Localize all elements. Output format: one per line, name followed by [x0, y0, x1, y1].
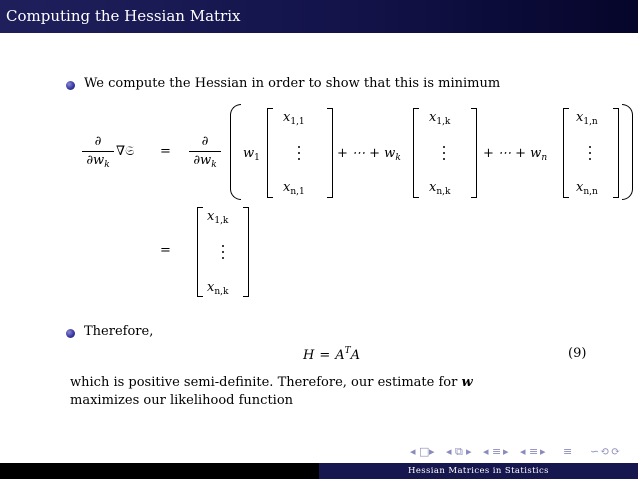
- wk-sub: k: [395, 153, 401, 163]
- plus-dots-wn: [483, 146, 547, 163]
- xn1-sub: n,1: [290, 187, 305, 197]
- x1n-sub: 1,n: [583, 117, 598, 127]
- hessian-lhs: H: [303, 348, 315, 363]
- vertical-dots-2: [442, 146, 446, 164]
- bullet-icon: [66, 81, 75, 90]
- nav-search-icon[interactable]: ∽: [590, 445, 600, 458]
- plus-dots-wn-text: + ⋯ + w: [483, 146, 542, 161]
- nav-next-frame-icon[interactable]: ▸: [429, 445, 435, 458]
- nav-prev-doc-icon[interactable]: ◂: [520, 445, 526, 458]
- w1-sub: 1: [254, 153, 260, 163]
- bullet-text-2: Therefore,: [84, 324, 154, 339]
- footer-section-title: Hessian Matrices in Statistics: [319, 463, 638, 479]
- vector1-left-bracket: [267, 108, 273, 198]
- equals-sign-1: =: [160, 144, 171, 159]
- nav-doc-icon[interactable]: ≡: [529, 445, 539, 458]
- plus-dots-wk-text: + ⋯ + w: [337, 146, 396, 161]
- x-var: x: [429, 180, 437, 195]
- left-paren: [230, 104, 241, 200]
- vector1-right-bracket: [327, 108, 333, 198]
- conclusion-line-2: maximizes our likelihood function: [70, 393, 294, 408]
- entry-x1k: [429, 110, 450, 127]
- x1k-sub: 1,k: [436, 117, 451, 127]
- nav-next-doc-icon[interactable]: ▸: [540, 445, 546, 458]
- vectork-left-bracket: [413, 108, 419, 198]
- fraction-bar: [82, 151, 114, 152]
- right-paren: [622, 104, 633, 200]
- fraction-bar: [189, 151, 221, 152]
- nav-next-subsection-icon[interactable]: ▸: [466, 445, 472, 458]
- footer-bar: [0, 463, 638, 479]
- vertical-dots-1: [297, 146, 301, 164]
- w1-coefficient: [243, 146, 260, 163]
- x11-sub: 1,1: [290, 117, 305, 127]
- rhs-den-sub: k: [211, 160, 217, 170]
- x-var: x: [576, 180, 584, 195]
- entry-x11: [283, 110, 305, 127]
- entry-xnn: [576, 180, 598, 197]
- vertical-dots-result: [221, 245, 225, 263]
- result-right-bracket: [243, 207, 249, 297]
- result-entry-xnk: [207, 280, 228, 297]
- nabla-s-term: ∇𝔖: [116, 144, 135, 159]
- x-var: x: [207, 209, 215, 224]
- x-var: x: [207, 280, 215, 295]
- x-var: x: [283, 180, 291, 195]
- rhs-partial-denominator: [189, 153, 221, 173]
- x-var: x: [576, 110, 584, 125]
- entry-x1n: [576, 110, 598, 127]
- result-left-bracket: [197, 207, 203, 297]
- nav-next-section-icon[interactable]: ▸: [503, 445, 509, 458]
- vectorn-left-bracket: [563, 108, 569, 198]
- w1-var: w: [243, 146, 255, 161]
- result-x1k-sub: 1,k: [214, 216, 229, 226]
- nav-toc-icon[interactable]: ≡: [563, 445, 573, 458]
- equals-sign-2: =: [160, 243, 171, 258]
- hessian-equation: [303, 346, 360, 363]
- xnk-sub: n,k: [436, 187, 451, 197]
- entry-xnk: [429, 180, 450, 197]
- entry-xn1: [283, 180, 305, 197]
- bullet-icon: [66, 329, 75, 338]
- equation-number: (9): [568, 346, 587, 361]
- lhs-partial-numerator: ∂: [94, 134, 102, 149]
- beamer-navigation: [410, 445, 625, 461]
- lhs-den-var: ∂w: [86, 153, 105, 168]
- slide-title: Computing the Hessian Matrix: [0, 0, 638, 33]
- vectorn-right-bracket: [613, 108, 619, 198]
- plus-dots-wk: [337, 146, 401, 163]
- rhs-partial-numerator: ∂: [201, 134, 209, 149]
- lhs-partial-fraction: [82, 134, 114, 173]
- bullet-text-1: We compute the Hessian in order to show that this is minimum: [84, 76, 501, 91]
- hessian-A1: A: [335, 348, 345, 363]
- conclusion-w-symbol: w: [461, 375, 473, 390]
- nav-frame-icon[interactable]: □: [419, 445, 430, 458]
- lhs-partial-denominator: [82, 153, 114, 173]
- conclusion-text-1: which is positive semi-definite. Therefore, our estimate for: [70, 375, 458, 390]
- rhs-den-var: ∂w: [193, 153, 212, 168]
- lhs-den-sub: k: [104, 160, 110, 170]
- nav-back-icon[interactable]: ⟲: [600, 445, 610, 458]
- xnn-sub: n,n: [583, 187, 598, 197]
- vectork-right-bracket: [471, 108, 477, 198]
- nav-prev-frame-icon[interactable]: ◂: [410, 445, 416, 458]
- x-var: x: [429, 110, 437, 125]
- nav-subsection-icon[interactable]: ⧉: [455, 445, 463, 458]
- vertical-dots-3: [588, 146, 592, 164]
- hessian-equals: =: [319, 348, 331, 363]
- rhs-partial-fraction: [189, 134, 221, 173]
- nav-prev-subsection-icon[interactable]: ◂: [446, 445, 452, 458]
- nav-section-icon[interactable]: ≡: [492, 445, 502, 458]
- result-entry-x1k: [207, 209, 228, 226]
- hessian-transpose: T: [344, 346, 351, 356]
- x-var: x: [283, 110, 291, 125]
- nav-forward-icon[interactable]: ⟳: [611, 445, 621, 458]
- nav-prev-section-icon[interactable]: ◂: [483, 445, 489, 458]
- wn-sub: n: [541, 153, 548, 163]
- result-xnk-sub: n,k: [214, 287, 229, 297]
- conclusion-line-1: [70, 375, 473, 390]
- hessian-A2: A: [350, 348, 361, 363]
